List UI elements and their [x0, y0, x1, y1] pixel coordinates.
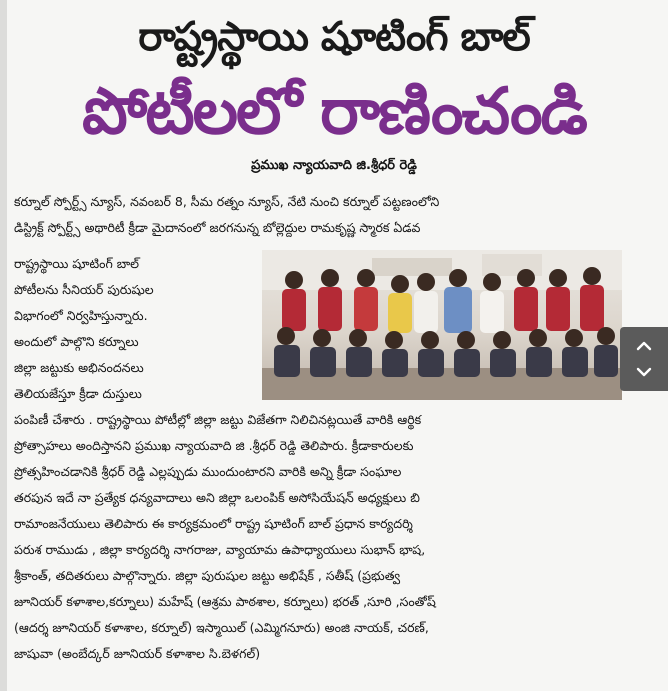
body-line: రాష్ట్రస్థాయి షూటింగ్ బాల్ [14, 256, 140, 271]
group-photo-icon [262, 250, 622, 400]
body-line: ప్రోత్సహించడానికి శ్రీధర్ రెడ్డి ఎల్లప్పుడు ముందుంటారని వారికి అన్ని క్రీడా సంఘాల [14, 464, 402, 479]
body-line: ప్రోత్సాహలు అందిస్తానని ప్రముఖ న్యాయవాది జి .శ్రీధర్ రెడ్డి తెలిపారు. క్రీడాకారులకు [14, 438, 414, 453]
headline-line-1: రాష్ట్రస్థాయి షూటింగ్ బాల్ [138, 14, 530, 60]
body-line: డిస్ట్రిక్ట్ స్పోర్ట్స్ అథారిటీ క్రీడా మైదానంలో జరగనున్న బోల్లెద్దుల రామకృష్ణ స్మారక ఏడవ [14, 220, 421, 235]
body-line: (ఆదర్శ జూనియర్ కళాశాల, కర్నూల్) ఇస్మాయిల్ (ఎమ్మిగనూరు) అంజి నాయక్, చరణ్, [14, 620, 429, 635]
body-line: శ్రీకాంత్, తదితరులు పాల్గొన్నారు. జిల్లా పురుషుల జట్టు అభిషేక్ , సతీష్ (ప్రభుత్వ [14, 568, 401, 583]
chevron-up-icon[interactable] [635, 337, 653, 355]
body-line: జూనియర్ కళాశాల,కర్నూలు) మహేష్ (ఆశ్రమ పాఠశాల, కర్నూలు) భరత్ ,సూరి ,సంతోష్ [14, 594, 436, 609]
team-photo [262, 250, 622, 400]
body-line: జిల్లా జట్టుకు అభినందనలు [14, 360, 144, 375]
body-line: విభాగంలో నిర్వహిస్తున్నారు. [14, 308, 148, 323]
body-line: పరుశ రాముడు , జిల్లా కార్యదర్శి నాగరాజు, వ్యాయామ ఉపాధ్యాయులు సుభాన్ భాష, [14, 542, 426, 557]
body-line: పోటీలను సీనియర్ పురుషుల [14, 282, 154, 297]
headline-line-2: పోటీలలో రాణించండి [82, 75, 586, 149]
body-line: రామాంజనేయులు తెలిపారు ఈ కార్యక్రమంలో రాష్ట్ర షూటింగ్ బాల్ ప్రధాన కార్యదర్శి [14, 516, 413, 531]
chevron-down-icon[interactable] [635, 363, 653, 381]
byline: ప్రముఖ న్యాయవాది జి.శ్రీధర్ రెడ్డి [251, 158, 417, 173]
body-line: అందులో పాల్గొని కర్నూలు [14, 334, 139, 349]
page-nav-control[interactable] [620, 327, 668, 391]
body-line: పంపిణీ చేశారు . రాష్ట్రస్థాయి పోటీల్లో జిల్లా జట్టు విజేతగా నిలిచినట్లయితే వారికి ఆర్థిక [14, 412, 422, 427]
body-line: కర్నూల్ స్పోర్ట్స్ న్యూస్, నవంబర్ 8, సీమ రత్నం న్యూస్, నేటి నుంచి కర్నూల్ పట్టణంలోని [14, 194, 440, 209]
body-line: జాషువా (అంబేద్కర్ జూనియర్ కళాశాల సి.బెళగల్) [14, 646, 261, 661]
body-line: తెలియజేస్తూ క్రీడా దుస్తులు [14, 386, 142, 401]
body-line: తరపున ఇదే నా ప్రత్యేక ధన్యవాదాలు అని జిల్లా ఒలంపిక్ అసోసియేషన్ అధ్యక్షులు బి [14, 490, 420, 505]
